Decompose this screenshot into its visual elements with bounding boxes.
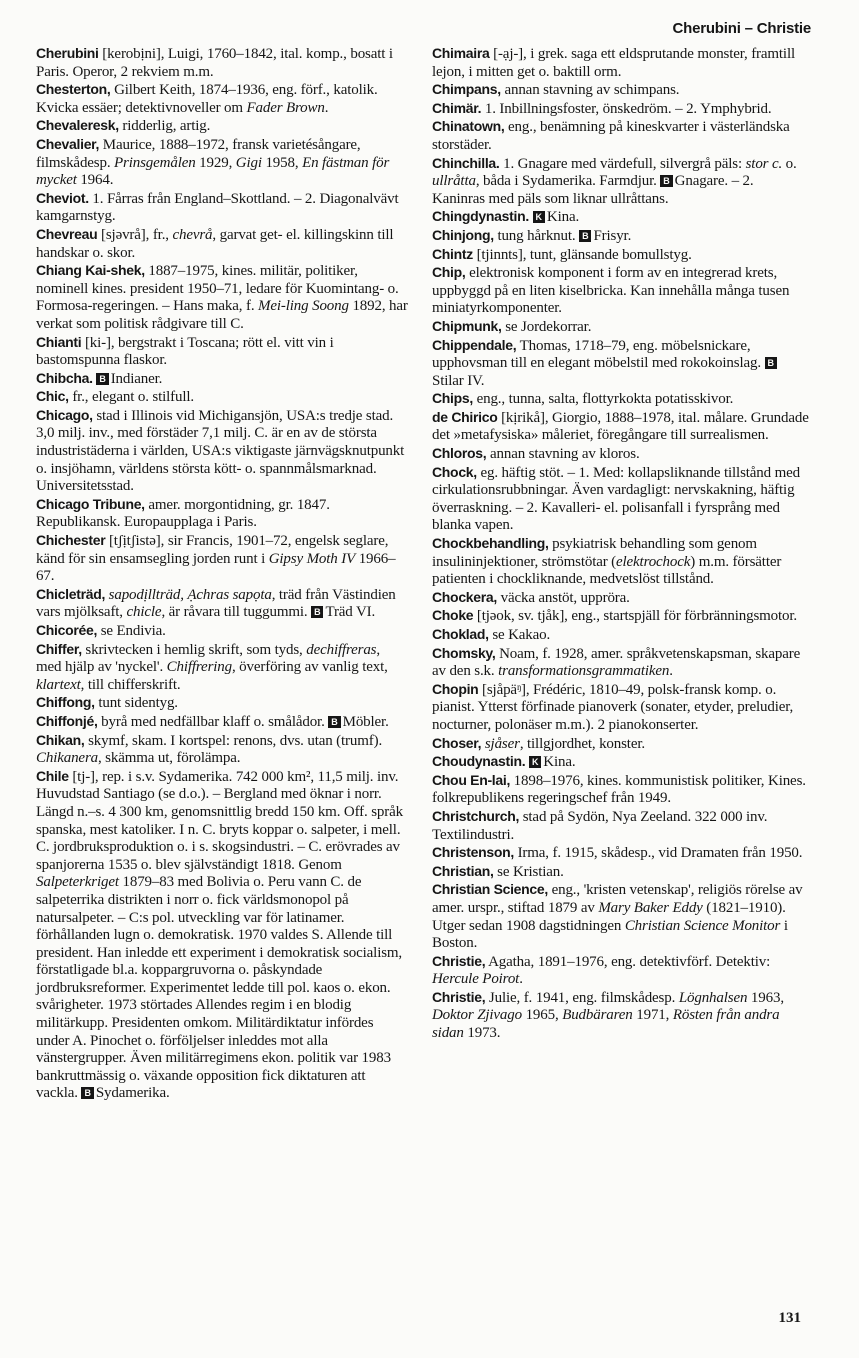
entry-text: Stilar IV. — [432, 372, 485, 389]
entry-text: Thomas, 1718–79, eng. möbelsnickare, upphovsman till en elegant möbelstil med rokokoinslag. — [432, 337, 765, 372]
entry-text: Maurice, 1888–1972, fransk varietésångare, filmskådesp. — [36, 136, 361, 171]
entry-text: Frisyr. — [593, 227, 632, 244]
entry-text: 1964. — [76, 172, 114, 189]
dictionary-entry — [36, 768, 408, 1103]
cross-reference-icon: B — [765, 357, 777, 369]
dictionary-entry — [36, 117, 408, 136]
entry-headword: Chevaleresk, — [36, 117, 119, 134]
entry-headword: Chicago, — [36, 406, 93, 423]
dictionary-entry — [36, 262, 408, 333]
entry-headword: Choke — [432, 607, 474, 624]
dictionary-entry — [36, 732, 408, 768]
entry-text: amer. morgontidning, gr. 1847. Republikansk. Europaupplaga i Paris. — [36, 496, 330, 531]
entry-text: [kịrikå], Giorgio, 1888–1978, ital. målare. Grundade det »metafysiska» måleriet, föregångare till surrealismen. — [432, 409, 809, 444]
entry-text: ) m.m. försätter patienten i chockliknande, medvetslöst tillstånd. — [432, 553, 782, 588]
entry-text: , med hjälp av 'nyckel'. — [36, 641, 380, 676]
dictionary-entry — [432, 337, 810, 391]
cross-reference-icon: B — [328, 716, 340, 728]
dictionary-entry — [36, 45, 408, 81]
entry-text: 1. Inbillningsfoster, önskedröm. – 2. Ymphybrid. — [481, 100, 772, 117]
entry-text: tunt sidentyg. — [94, 695, 178, 712]
dictionary-entry — [432, 318, 810, 337]
entry-text: . — [519, 971, 523, 988]
entry-headword: Chicorée, — [36, 622, 98, 638]
entry-italic-text: sapodịllträd, Ạchras sapọta — [108, 586, 272, 603]
entry-headword: Chianti — [36, 333, 82, 350]
dictionary-entry — [432, 464, 810, 535]
entry-headword: Choklad, — [432, 626, 489, 642]
entry-text: , garvat get- el. killingskinn till handskar o. skor. — [36, 226, 394, 261]
dictionary-entry — [36, 641, 408, 695]
entry-text: Möbler. — [342, 713, 389, 730]
entry-italic-text: Lögnhalsen — [678, 989, 748, 1006]
dictionary-entry — [432, 989, 810, 1043]
entry-text: 1. Gnagare med värdefull, silvergrå päls: — [499, 155, 746, 172]
entry-text: skymf, skam. I kortspel: renons, dvs. utan (trumf). — [84, 732, 383, 749]
entry-text: Julie, f. 1941, eng. filmskådesp. — [485, 989, 679, 1006]
entry-text: . — [669, 663, 673, 680]
entry-text: 1929, — [195, 154, 236, 171]
cross-reference-icon: B — [660, 175, 672, 187]
entry-text: Irma, f. 1915, skådesp., vid Dramaten från 1950. — [513, 845, 803, 862]
entry-text: [tj-], rep. i s.v. Sydamerika. 742 000 km², 11,5 milj. inv. Huvudstad Santiago (se d.o.). – Bergland med öknar i norr. Längd n.–s. 4 300 km, genomsnittlig bredd 150 km. Off. språk spanska, mest katoliker. I n. C. bryts koppar o. salpeter, i mell. C. jordbruksproduktion o. i s. skogsindustri. – C. erövrades av spanjorerna 1535 o. blev självständigt 1818. Genom — [36, 768, 403, 873]
entry-text: [sjəvrå], fr., — [97, 226, 173, 243]
entry-headword: Christie, — [432, 988, 486, 1005]
entry-text: Sydamerika. — [95, 1085, 170, 1102]
dictionary-entry — [36, 407, 408, 496]
cross-reference-icon: B — [96, 373, 108, 385]
entry-text: o. — [782, 155, 797, 172]
entry-headword: Choser, — [432, 734, 482, 751]
column-left — [36, 45, 408, 1103]
entry-headword: Cheviot. — [36, 189, 89, 206]
entry-headword: Chip, — [432, 264, 466, 281]
entry-text: stad i Illinois vid Michigansjön, USA:s tredje stad. 3,0 milj. inv., med förstäder 7,1 milj. C. är en av de största industristäderna i världen, USA:s viktigaste järnvägsknutpunkt o. insjöhamn, världens största kött- o. spannmålsmarknad. Universitetsstad. — [36, 407, 405, 495]
cross-reference-icon: B — [81, 1087, 93, 1099]
entry-text: 1973. — [463, 1025, 501, 1042]
dictionary-entry — [432, 409, 810, 445]
dictionary-entry — [432, 808, 810, 844]
entry-headword: Chinjong, — [432, 226, 494, 243]
entry-italic-text: Hercule Poirot — [432, 971, 520, 988]
entry-text: [tʃịtʃistə], sir Francis, 1901–72, engelsk seglare, känd för sin ensamsegling jorden runt i — [36, 533, 389, 567]
entry-text: eg. häftig stöt. – 1. Med: kollapsliknande tillstånd med cirkulationsrubbningar. Även vardagligt: nervskakning, häftig överraskning. – 2. Kavalleri- el. polisanfall i fyrsprång med blanka vapen. — [432, 464, 800, 534]
entry-headword: Chomsky, — [432, 644, 496, 661]
entry-text: stad på Sydön, Nya Zeeland. 322 000 inv. Textilindustri. — [432, 808, 768, 843]
entry-italic-text: elektrochock — [616, 553, 691, 570]
entry-text: 1898–1976, kines. kommunistisk politiker, Kines. folkrepublikens regeringschef från 1949. — [432, 772, 806, 807]
dictionary-entry — [36, 136, 408, 190]
entry-headword: Chiffer, — [36, 640, 82, 657]
dictionary-entry — [432, 227, 810, 246]
entry-text: väcka anstöt, uppröra. — [497, 589, 630, 606]
entry-headword: Chicleträd, — [36, 585, 106, 602]
cross-reference-icon: K — [529, 756, 541, 768]
dictionary-entry — [36, 586, 408, 622]
entry-text: 1892, har verkat som politisk rådgivare till C. — [36, 298, 408, 332]
entry-text: 1963, — [747, 989, 784, 1006]
dictionary-entry — [36, 694, 408, 713]
dictionary-entry — [432, 626, 810, 645]
dictionary-entry — [432, 535, 810, 589]
entry-headword: Chic, — [36, 388, 69, 405]
entry-headword: Chesterton, — [36, 81, 111, 98]
entry-headword: Chichester — [36, 532, 106, 549]
entry-italic-text: Mei-ling Soong — [258, 298, 349, 315]
entry-headword: Chikan, — [36, 731, 85, 748]
dictionary-entry — [432, 863, 810, 882]
dictionary-entry — [432, 753, 810, 772]
entry-headword: Chingdynastin. — [432, 208, 529, 225]
dictionary-entry — [432, 118, 810, 154]
entry-text: i Boston. — [432, 917, 788, 952]
dictionary-entry — [432, 45, 810, 81]
dictionary-entry — [432, 772, 810, 808]
entry-italic-text: stor c. — [745, 155, 783, 172]
entry-headword: Chiffonjé, — [36, 712, 98, 729]
entry-headword: Christenson, — [432, 844, 514, 861]
dictionary-entry — [432, 246, 810, 265]
entry-headword: Christie, — [432, 952, 486, 969]
dictionary-entry — [432, 953, 810, 989]
entry-italic-text: Gipsy Moth IV — [268, 550, 356, 567]
entry-text: eng., tunna, salta, flottyrkokta potatisskivor. — [472, 391, 734, 408]
dictionary-entry — [432, 390, 810, 409]
entry-text: skrivtecken i hemlig skrift, som tyds, — [81, 641, 307, 658]
entry-text: , är råvara till tuggummi. — [161, 604, 312, 621]
entry-text: annan stavning av schimpans. — [500, 82, 680, 99]
entry-headword: Chockbehandling, — [432, 535, 549, 552]
entry-text: annan stavning av kloros. — [486, 446, 640, 463]
entry-text: [tjinnts], tunt, glänsande bomullstyg. — [472, 246, 692, 263]
entry-headword: de Chirico — [432, 408, 498, 425]
entry-text: ridderlig, artig. — [118, 118, 211, 135]
page-number: 131 — [778, 1310, 801, 1326]
entry-text: [tjəok, sv. tjåk], eng., startspjäll för förbränningsmotor. — [473, 608, 798, 625]
entry-text: (1821–1910). Utger sedan 1908 dagstidningen — [432, 899, 786, 934]
entry-headword: Chinchilla. — [432, 154, 500, 171]
entry-headword: Chiffong, — [36, 694, 95, 711]
entry-text: 1958, — [261, 154, 303, 171]
entry-text: fr., elegant o. stilfull. — [68, 389, 194, 406]
entry-text: 1965, — [521, 1007, 563, 1024]
entry-italic-text: Budbäraren — [562, 1007, 633, 1024]
entry-italic-text: chicle — [126, 604, 162, 621]
entry-text: , skämma ut, förolämpa. — [97, 750, 241, 767]
entry-text: . — [324, 99, 329, 116]
entry-text: eng., benämning på kineskvarter i västerländska storstäder. — [432, 119, 790, 153]
dictionary-entry — [432, 735, 810, 754]
entry-text: [kerobịni], Luigi, 1760–1842, ital. komp., bosatt i Paris. Operor, 2 rekviem m.m. — [36, 46, 393, 80]
entry-headword: Chipmunk, — [432, 317, 502, 334]
entry-headword: Chimär. — [432, 99, 482, 116]
entry-text: , överföring av vanlig text, — [231, 659, 388, 676]
entry-headword: Christian Science, — [432, 881, 548, 898]
entry-headword: Chintz — [432, 245, 473, 262]
entry-text: se Kakao. — [488, 627, 551, 643]
dictionary-entry — [432, 155, 810, 209]
entry-headword: Chicago Tribune, — [36, 495, 145, 512]
entry-headword: Christian, — [432, 862, 494, 879]
entry-headword: Chimaira — [432, 45, 490, 61]
dictionary-entry — [432, 881, 810, 952]
entry-text: eng., 'kristen vetenskap', religiös rörelse av amer. urspr., stiftad 1879 av — [432, 882, 803, 916]
dictionary-entry — [432, 645, 810, 681]
dictionary-entry — [36, 496, 408, 532]
dictionary-entry — [432, 844, 810, 863]
entry-text: elektronisk komponent i form av en integrerad krets, uppbyggd på en liten kiselbricka. Kan innehålla många tusen miniatyrkomponenter. — [432, 265, 790, 317]
entry-headword: Cherubini — [36, 45, 99, 61]
dictionary-entry — [432, 445, 810, 464]
entry-text: se Jordekorrar. — [501, 318, 592, 335]
entry-text: [ki-], bergstrakt i Toscana; rött el. vitt vin i bastomspunna flaskor. — [36, 334, 334, 369]
entry-text: 1887–1975, kines. militär, politiker, nominell kines. president 1950–71, ledare för Kuomintang- o. Formosa-regeringen. – Hans maka, f. — [36, 263, 399, 315]
dictionary-entry — [432, 681, 810, 735]
entry-italic-text: Doktor Zjivago — [432, 1007, 522, 1024]
entry-headword: Chevalier, — [36, 135, 100, 152]
entry-headword: Chockera, — [432, 588, 497, 605]
entry-italic-text: Chiffrering — [166, 659, 232, 676]
entry-text: [-ạj-], i grek. saga ett eldsprutande monster, framtill lejon, i mitten get o. baktill orm. — [432, 46, 795, 80]
entry-headword: Chips, — [432, 390, 473, 407]
entry-headword: Chock, — [432, 463, 477, 480]
entry-italic-text: klartext — [36, 676, 81, 693]
entry-headword: Chippendale, — [432, 336, 517, 353]
entry-italic-text: chevrå — [172, 226, 213, 243]
running-head: Cherubini – Christie — [672, 20, 811, 37]
entry-italic-text: Fader Brown — [246, 99, 325, 116]
entry-headword: Chevreau — [36, 225, 98, 242]
entry-headword: Chile — [36, 767, 69, 784]
entry-italic-text: Chikanera — [36, 750, 98, 767]
entry-text: , träd från Västindien vars mjölksaft, — [36, 586, 396, 621]
entry-text: [sjåpäᵑ], Frédéric, 1810–49, polsk-fransk komp. o. pianist. Ytterst förfinade pianoverk (sonater, etyder, preludier, nocturner, polonäser m.m.). 2 pianokonserter. — [432, 681, 794, 733]
entry-text: Träd VI. — [325, 604, 376, 621]
entry-text: Kina. — [546, 209, 580, 226]
entry-headword: Chopin — [432, 680, 479, 697]
entry-headword: Choudynastin. — [432, 753, 526, 770]
entry-italic-text: Gigi — [235, 154, 262, 171]
entry-italic-text: ullråtta — [432, 173, 476, 190]
dictionary-entry — [432, 100, 810, 119]
entry-text: tung hårknut. — [493, 227, 580, 244]
column-right — [432, 45, 810, 1043]
entry-text: se Endivia. — [97, 623, 166, 639]
entry-text: psykiatrisk behandling som genom insulininjektioner, strömstötar ( — [432, 536, 757, 570]
dictionary-entry — [432, 208, 810, 227]
entry-italic-text: Christian Science Monitor — [624, 917, 781, 934]
entry-headword: Chinatown, — [432, 118, 505, 135]
entry-text: , till chifferskrift. — [80, 676, 181, 693]
cross-reference-icon: B — [579, 230, 591, 242]
entry-italic-text: En fästman för mycket — [36, 154, 390, 189]
dictionary-entry — [432, 607, 810, 626]
entry-text: Gnagare. – 2. Kaninras med päls som liknar ullråttans. — [432, 173, 754, 207]
entry-headword: Chou En-lai, — [432, 771, 511, 788]
entry-text: Gilbert Keith, 1874–1936, eng. förf., katolik. Kvicka essäer; detektivnoveller om — [36, 82, 378, 116]
entry-headword: Christchurch, — [432, 807, 520, 824]
dictionary-entry — [36, 190, 408, 226]
entry-headword: Chloros, — [432, 445, 487, 462]
entry-text: Kina. — [543, 754, 576, 771]
entry-text: , tillgjordhet, konster. — [519, 735, 645, 752]
entry-text: byrå med nedfällbar klaff o. smålådor. — [97, 713, 329, 730]
dictionary-entry — [432, 589, 810, 608]
entry-text: 1966–67. — [36, 550, 396, 585]
dictionary-entry — [36, 532, 408, 586]
entry-italic-text: dechiffreras — [306, 641, 377, 658]
entry-text: Agatha, 1891–1976, eng. detektivförf. Detektiv: — [485, 953, 771, 970]
dictionary-entry — [36, 81, 408, 117]
entry-headword: Chimpans, — [432, 81, 501, 98]
dictionary-entry — [36, 713, 408, 732]
entry-text: Indianer. — [110, 370, 163, 387]
cross-reference-icon: K — [533, 211, 545, 223]
cross-reference-icon: B — [311, 606, 323, 618]
entry-text: se Kristian. — [493, 863, 564, 880]
entry-italic-text: Rösten från andra sidan — [432, 1007, 780, 1042]
entry-text: Noam, f. 1928, amer. språkvetenskapsman, skapare av den s.k. — [432, 645, 801, 680]
dictionary-entry — [36, 334, 408, 370]
entry-text: , båda i Sydamerika. Farmdjur. — [475, 173, 661, 190]
entry-italic-text: Mary Baker Eddy — [598, 899, 703, 916]
entry-italic-text: Salpeterkriget — [36, 874, 119, 891]
dictionary-entry — [432, 264, 810, 318]
entry-italic-text: sjåser — [484, 735, 520, 752]
entry-text: 1971, — [632, 1007, 673, 1024]
dictionary-entry — [36, 388, 408, 407]
dictionary-entry — [36, 622, 408, 641]
dictionary-entry — [36, 370, 408, 389]
entry-text: 1. Fårras från England–Skottland. – 2. Diagonalvävt kamgarnstyg. — [36, 190, 399, 225]
dictionary-entry — [432, 81, 810, 100]
dictionary-entry — [36, 226, 408, 262]
entry-italic-text: Prinsgemålen — [114, 154, 196, 171]
entry-text: 1879–83 med Bolivia o. Peru vann C. de salpeterrika distrikten i norr o. fick världsmonopol på natursalpeter. – C:s pol. utveckling var för latinamer. förhållanden lugn o. demokratisk. 1970 valdes S. Allende till president. Han inledde ett experiment i demokratisk socialism, förstatligade bl.a. koppargruvorna o. påskyndade jordbruksreformer. Experimentet ledde till pol. kaos o. ekon. svårigheter. 1973 störtades Allendes regim i en blodig militärkupp. Presidenten omkom. Militärdiktatur infördes under A. Pinochet o. förföljelser inleddes mot alla vänstergrupper. Även militärregimens ekon. politik var 1983 bankruttmässig o. växande opposition fick diktaturen att vackla. — [36, 874, 403, 1102]
entry-italic-text: transformationsgrammatiken — [498, 663, 670, 680]
entry-headword: Chiang Kai-shek, — [36, 262, 145, 279]
entry-headword: Chibcha. — [36, 369, 93, 386]
